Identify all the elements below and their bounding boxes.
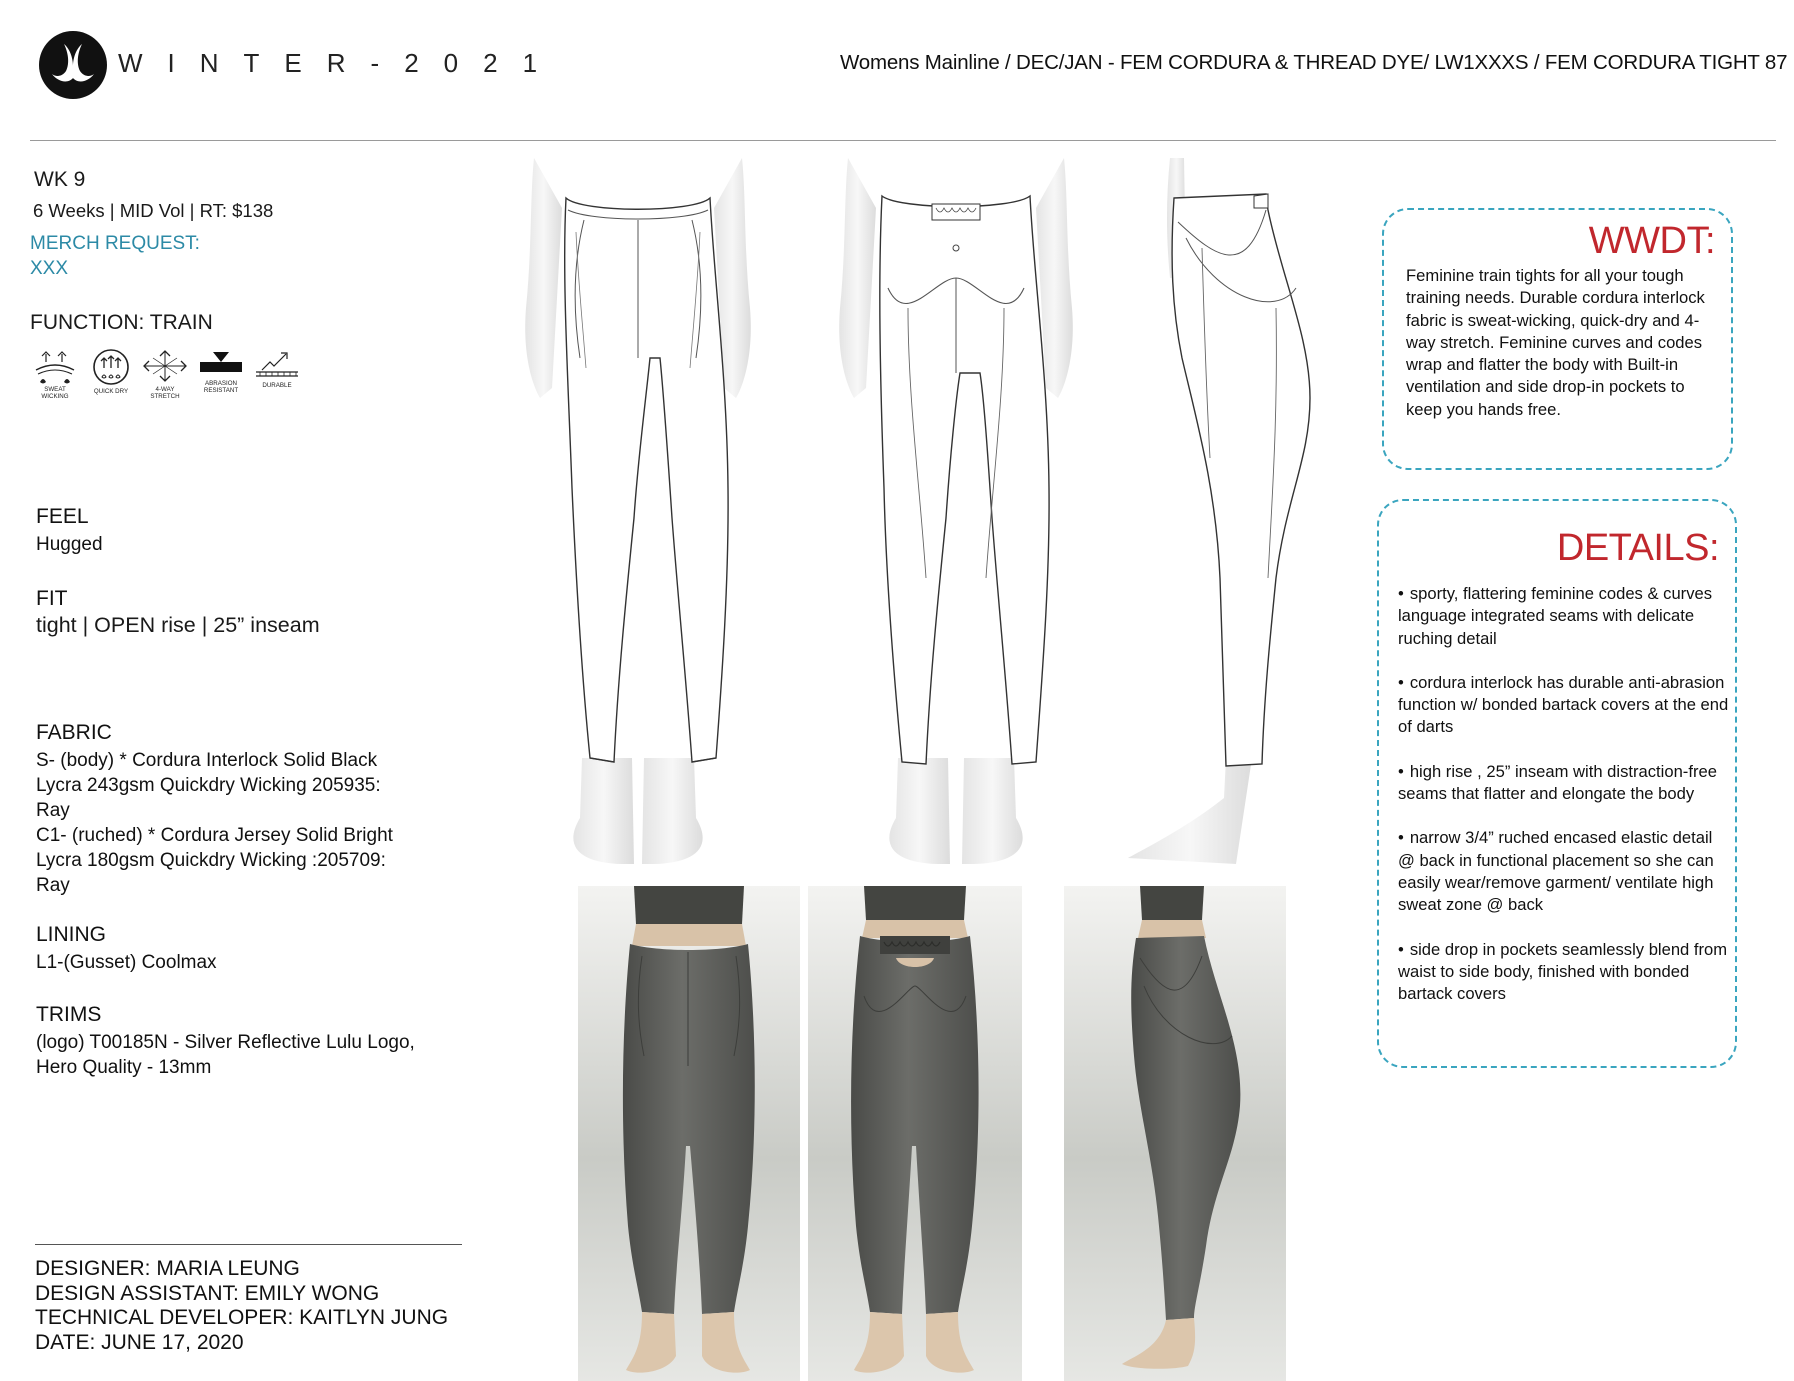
list-item: • cordura interlock has durable anti-abrasion function w/ bonded bartack covers at the end of darts (1398, 672, 1729, 737)
side-flat-sketch (1126, 158, 1326, 870)
back-flat-sketch (836, 158, 1076, 870)
season-title: WINTER-2021 (118, 48, 563, 78)
4-way-stretch-icon: 4-WAY STRETCH (138, 348, 192, 400)
lululemon-logo-icon (38, 30, 108, 100)
technical-developer-credit: TECHNICAL DEVELOPER: KAITLYN JUNG (35, 1306, 449, 1329)
volume-price-meta: 6 Weeks | MID Vol | RT: $138 (33, 200, 274, 221)
design-assistant-credit: DESIGN ASSISTANT: EMILY WONG (35, 1281, 380, 1305)
trims-description: (logo) T00185N - Silver Reflective Lulu Logo, Hero Quality - 13mm (36, 1032, 415, 1078)
fit-value: tight | OPEN rise | 25” inseam (36, 613, 320, 637)
list-item: • narrow 3/4” ruched encased elastic detail @ back in functional placement so she can easily wear/remove garment/ ventilate high sweat zone @ back (1398, 828, 1714, 915)
details-title: DETAILS: (1556, 527, 1719, 569)
fabric-label: FABRIC (36, 721, 112, 744)
list-item: • side drop in pockets seamlessly blend from waist to side body, finished with bonded bartack covers (1398, 939, 1728, 1004)
feel-value: Hugged (36, 534, 103, 555)
feel-label: FEEL (36, 505, 89, 528)
durable-icon: DURABLE (250, 348, 304, 389)
designer-credit: DESIGNER: MARIA LEUNG (35, 1257, 300, 1280)
header-divider (30, 140, 1776, 141)
merch-request-label: MERCH REQUEST: (30, 233, 200, 254)
back-3d-render (808, 886, 1022, 1381)
front-3d-render (578, 886, 800, 1381)
quick-dry-icon: QUICK DRY (84, 348, 138, 395)
credits-divider (35, 1244, 462, 1245)
breadcrumb: Womens Mainline / DEC/JAN - FEM CORDURA & THREAD DYE/ LW1XXXS / FEM CORDURA TIGHT 87 (840, 51, 1788, 74)
date-credit: DATE: JUNE 17, 2020 (35, 1330, 244, 1354)
list-item: • sporty, flattering feminine codes & curves language integrated seams with delicate ruching detail (1398, 584, 1713, 648)
wwdt-panel (1382, 208, 1733, 470)
credits (35, 1257, 448, 1355)
abrasion-resistant-icon: ABRASION RESISTANT (194, 348, 248, 394)
lining-label: LINING (36, 923, 107, 946)
function-label: FUNCTION: TRAIN (30, 311, 213, 334)
week-label: WK 9 (34, 168, 86, 191)
details-list (1398, 583, 1733, 1027)
wwdt-title: WWDT: (1588, 220, 1715, 262)
sweat-wicking-icon: SWEAT WICKING (28, 348, 82, 400)
list-item: • high rise , 25” inseam with distraction-free seams that flatter and elongate the body (1398, 761, 1717, 804)
details-panel (1377, 499, 1737, 1068)
trims-label: TRIMS (36, 1003, 102, 1026)
wwdt-description: Feminine train tights for all your tough training needs. Durable cordura interlock fabric is sweat-wicking, quick-dry and 4-way stretch. Feminine curves and codes wrap and flatter the body with Built-in ventilation and side drop-in pockets to keep you hands free. (1406, 266, 1705, 419)
front-flat-sketch (522, 158, 754, 870)
fabric-description: S- (body) * Cordura Interlock Solid Black Lycra 243gsm Quickdry Wicking 205935: Ray C1- (ruched) * Cordura Jersey Solid Bright Lycra 180gsm Quickdry Wicking :205709: Ray (36, 750, 393, 896)
side-3d-render (1064, 886, 1286, 1381)
merch-request-value: XXX (30, 258, 69, 279)
fit-label: FIT (36, 587, 68, 610)
lining-value: L1-(Gusset) Coolmax (36, 952, 217, 973)
